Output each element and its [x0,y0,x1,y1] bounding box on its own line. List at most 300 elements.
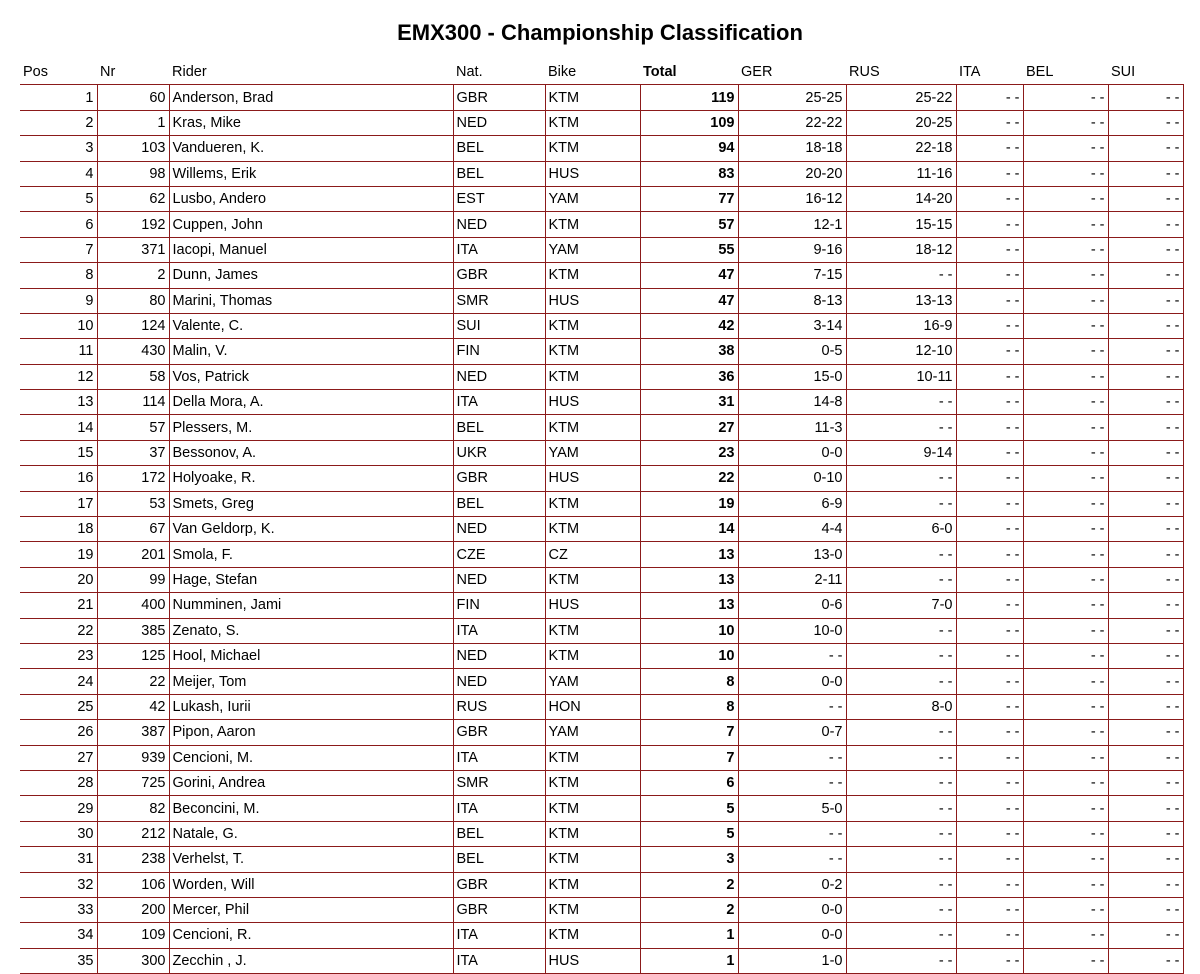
cell-bike: KTM [545,643,640,668]
cell-rider: Valente, C. [169,313,453,338]
cell-rus: - - [846,923,956,948]
cell-rider: Iacopi, Manuel [169,237,453,262]
cell-nr: 82 [97,796,169,821]
cell-ger: - - [738,847,846,872]
cell-bel: - - [1023,821,1108,846]
cell-ita: - - [956,745,1023,770]
cell-pos: 23 [20,643,97,668]
table-row [20,720,1183,745]
cell-sui: - - [1108,415,1183,440]
cell-pos: 12 [20,364,97,389]
table-row [20,770,1183,795]
cell-bike: KTM [545,491,640,516]
column-header-ger: GER [738,57,846,85]
cell-rus: - - [846,770,956,795]
cell-bel: - - [1023,263,1108,288]
cell-bike: KTM [545,618,640,643]
cell-bike: HUS [545,593,640,618]
cell-rider: Verhelst, T. [169,847,453,872]
cell-rider: Cencioni, R. [169,923,453,948]
cell-sui: - - [1108,770,1183,795]
cell-pos: 18 [20,517,97,542]
cell-rus: - - [846,745,956,770]
cell-rus: 15-15 [846,212,956,237]
cell-bike: CZ [545,542,640,567]
cell-ita: - - [956,186,1023,211]
cell-total: 83 [640,161,738,186]
cell-nr: 98 [97,161,169,186]
cell-rider: Anderson, Brad [169,85,453,110]
cell-rus: - - [846,618,956,643]
cell-rider: Lusbo, Andero [169,186,453,211]
cell-bike: KTM [545,263,640,288]
cell-nat: EST [453,186,545,211]
cell-pos: 21 [20,593,97,618]
cell-nr: 80 [97,288,169,313]
cell-total: 109 [640,110,738,135]
cell-sui: - - [1108,339,1183,364]
cell-ita: - - [956,796,1023,821]
cell-sui: - - [1108,872,1183,897]
cell-ger: 14-8 [738,390,846,415]
cell-nr: 2 [97,263,169,288]
cell-bel: - - [1023,161,1108,186]
cell-pos: 31 [20,847,97,872]
cell-rus: 18-12 [846,237,956,262]
table-row [20,288,1183,313]
cell-bel: - - [1023,796,1108,821]
cell-total: 8 [640,694,738,719]
cell-sui: - - [1108,491,1183,516]
cell-nat: NED [453,643,545,668]
cell-bike: KTM [545,313,640,338]
cell-nat: NED [453,669,545,694]
cell-ger: - - [738,821,846,846]
cell-rus: 25-22 [846,85,956,110]
table-row [20,897,1183,922]
table-row [20,643,1183,668]
table-row [20,542,1183,567]
header-row [20,57,1183,85]
cell-sui: - - [1108,593,1183,618]
cell-total: 13 [640,593,738,618]
cell-bike: KTM [545,567,640,592]
cell-nr: 238 [97,847,169,872]
table-row [20,669,1183,694]
table-row [20,161,1183,186]
cell-total: 7 [640,745,738,770]
cell-sui: - - [1108,85,1183,110]
cell-bel: - - [1023,288,1108,313]
cell-nr: 400 [97,593,169,618]
cell-rider: Della Mora, A. [169,390,453,415]
cell-rus: 8-0 [846,694,956,719]
cell-bike: KTM [545,821,640,846]
cell-ger: - - [738,745,846,770]
cell-nr: 22 [97,669,169,694]
cell-rider: Meijer, Tom [169,669,453,694]
cell-bike: YAM [545,720,640,745]
cell-nr: 200 [97,897,169,922]
cell-pos: 16 [20,466,97,491]
page-title: EMX300 - Championship Classification [397,20,803,45]
cell-ita: - - [956,847,1023,872]
cell-ger: 0-10 [738,466,846,491]
cell-ger: 0-0 [738,897,846,922]
cell-bike: KTM [545,110,640,135]
cell-ita: - - [956,161,1023,186]
cell-total: 10 [640,618,738,643]
cell-total: 13 [640,567,738,592]
cell-nr: 201 [97,542,169,567]
cell-rider: Smola, F. [169,542,453,567]
cell-ger: 12-1 [738,212,846,237]
cell-ita: - - [956,415,1023,440]
cell-nr: 385 [97,618,169,643]
cell-total: 42 [640,313,738,338]
cell-total: 6 [640,770,738,795]
cell-bike: HUS [545,948,640,973]
cell-nr: 106 [97,872,169,897]
cell-bike: HUS [545,390,640,415]
cell-nr: 57 [97,415,169,440]
cell-ger: 4-4 [738,517,846,542]
cell-nat: GBR [453,263,545,288]
cell-total: 5 [640,821,738,846]
cell-rus: 10-11 [846,364,956,389]
cell-nr: 58 [97,364,169,389]
table-row [20,110,1183,135]
table-row [20,948,1183,973]
cell-bike: KTM [545,339,640,364]
cell-rus: - - [846,567,956,592]
cell-pos: 15 [20,440,97,465]
cell-bel: - - [1023,415,1108,440]
cell-rider: Malin, V. [169,339,453,364]
cell-sui: - - [1108,237,1183,262]
cell-ita: - - [956,923,1023,948]
cell-bel: - - [1023,466,1108,491]
cell-pos: 19 [20,542,97,567]
cell-rus: 12-10 [846,339,956,364]
cell-ita: - - [956,618,1023,643]
cell-ger: 0-0 [738,440,846,465]
cell-bel: - - [1023,593,1108,618]
cell-bike: KTM [545,212,640,237]
cell-ger: - - [738,643,846,668]
cell-nat: BEL [453,821,545,846]
table-body [20,85,1183,974]
table-row [20,415,1183,440]
cell-pos: 32 [20,872,97,897]
table-row [20,923,1183,948]
cell-ger: 5-0 [738,796,846,821]
cell-pos: 9 [20,288,97,313]
cell-ger: 18-18 [738,136,846,161]
cell-sui: - - [1108,796,1183,821]
cell-nr: 109 [97,923,169,948]
cell-ita: - - [956,694,1023,719]
cell-ita: - - [956,593,1023,618]
cell-bike: KTM [545,745,640,770]
cell-sui: - - [1108,186,1183,211]
cell-total: 14 [640,517,738,542]
cell-bel: - - [1023,643,1108,668]
cell-total: 57 [640,212,738,237]
cell-bel: - - [1023,85,1108,110]
cell-rider: Zenato, S. [169,618,453,643]
cell-ita: - - [956,491,1023,516]
cell-bel: - - [1023,897,1108,922]
cell-ger: 1-0 [738,948,846,973]
cell-rus: - - [846,643,956,668]
cell-rider: Willems, Erik [169,161,453,186]
cell-pos: 13 [20,390,97,415]
cell-total: 47 [640,263,738,288]
cell-nat: UKR [453,440,545,465]
cell-pos: 26 [20,720,97,745]
cell-ita: - - [956,364,1023,389]
cell-sui: - - [1108,288,1183,313]
cell-bel: - - [1023,136,1108,161]
cell-ita: - - [956,263,1023,288]
cell-rider: Dunn, James [169,263,453,288]
cell-bike: KTM [545,415,640,440]
cell-sui: - - [1108,847,1183,872]
cell-sui: - - [1108,212,1183,237]
cell-bel: - - [1023,669,1108,694]
cell-nr: 300 [97,948,169,973]
cell-pos: 10 [20,313,97,338]
cell-sui: - - [1108,313,1183,338]
table-row [20,796,1183,821]
cell-ita: - - [956,643,1023,668]
cell-pos: 27 [20,745,97,770]
table-row [20,517,1183,542]
cell-ger: 13-0 [738,542,846,567]
cell-total: 22 [640,466,738,491]
cell-bike: KTM [545,770,640,795]
cell-ger: 8-13 [738,288,846,313]
table-row [20,745,1183,770]
cell-sui: - - [1108,466,1183,491]
cell-bike: KTM [545,923,640,948]
cell-bike: KTM [545,897,640,922]
cell-rus: - - [846,897,956,922]
cell-bel: - - [1023,440,1108,465]
table-row [20,847,1183,872]
cell-bel: - - [1023,567,1108,592]
table-row [20,237,1183,262]
cell-rider: Natale, G. [169,821,453,846]
cell-rus: - - [846,847,956,872]
cell-nr: 125 [97,643,169,668]
table-row [20,313,1183,338]
cell-pos: 22 [20,618,97,643]
cell-rus: - - [846,796,956,821]
cell-sui: - - [1108,643,1183,668]
cell-ita: - - [956,313,1023,338]
cell-total: 119 [640,85,738,110]
cell-bike: KTM [545,85,640,110]
cell-ger: 25-25 [738,85,846,110]
column-header-ita: ITA [956,57,1023,85]
cell-ger: 9-16 [738,237,846,262]
cell-nr: 1 [97,110,169,135]
table-row [20,567,1183,592]
cell-ger: - - [738,694,846,719]
cell-nat: BEL [453,161,545,186]
cell-sui: - - [1108,390,1183,415]
cell-pos: 34 [20,923,97,948]
cell-rider: Smets, Greg [169,491,453,516]
cell-bel: - - [1023,694,1108,719]
cell-ger: 0-0 [738,923,846,948]
cell-rider: Cuppen, John [169,212,453,237]
table-row [20,85,1183,110]
cell-ger: 0-0 [738,669,846,694]
table-row [20,390,1183,415]
cell-bike: HON [545,694,640,719]
cell-pos: 14 [20,415,97,440]
column-header-pos: Pos [20,57,97,85]
cell-nat: NED [453,212,545,237]
table-row [20,339,1183,364]
cell-nat: RUS [453,694,545,719]
cell-bel: - - [1023,237,1108,262]
cell-total: 27 [640,415,738,440]
cell-rus: - - [846,263,956,288]
cell-rider: Mercer, Phil [169,897,453,922]
cell-ita: - - [956,872,1023,897]
cell-nr: 42 [97,694,169,719]
cell-bel: - - [1023,390,1108,415]
cell-nat: BEL [453,491,545,516]
column-header-bike: Bike [545,57,640,85]
cell-total: 2 [640,897,738,922]
cell-ita: - - [956,897,1023,922]
cell-bike: HUS [545,161,640,186]
cell-ita: - - [956,770,1023,795]
cell-total: 31 [640,390,738,415]
cell-bike: YAM [545,186,640,211]
cell-rus: - - [846,542,956,567]
cell-ita: - - [956,212,1023,237]
classification-table [20,57,1184,974]
cell-nr: 53 [97,491,169,516]
cell-pos: 4 [20,161,97,186]
cell-rider: Numminen, Jami [169,593,453,618]
cell-sui: - - [1108,948,1183,973]
column-header-total: Total [640,57,738,85]
cell-nat: NED [453,364,545,389]
cell-total: 3 [640,847,738,872]
cell-ita: - - [956,567,1023,592]
cell-nr: 172 [97,466,169,491]
cell-nr: 725 [97,770,169,795]
cell-sui: - - [1108,517,1183,542]
cell-bel: - - [1023,618,1108,643]
cell-ita: - - [956,948,1023,973]
table-row [20,466,1183,491]
cell-nat: SMR [453,770,545,795]
cell-total: 5 [640,796,738,821]
cell-pos: 6 [20,212,97,237]
cell-bel: - - [1023,720,1108,745]
cell-nat: ITA [453,618,545,643]
cell-bel: - - [1023,923,1108,948]
cell-rider: Lukash, Iurii [169,694,453,719]
cell-pos: 5 [20,186,97,211]
cell-nat: GBR [453,897,545,922]
cell-pos: 1 [20,85,97,110]
cell-bike: KTM [545,796,640,821]
cell-nat: BEL [453,136,545,161]
cell-nat: NED [453,110,545,135]
cell-bel: - - [1023,745,1108,770]
cell-ita: - - [956,288,1023,313]
cell-rider: Gorini, Andrea [169,770,453,795]
cell-nat: GBR [453,85,545,110]
cell-ita: - - [956,821,1023,846]
cell-nr: 387 [97,720,169,745]
cell-pos: 25 [20,694,97,719]
column-header-rider: Rider [169,57,453,85]
cell-ger: - - [738,770,846,795]
cell-bel: - - [1023,186,1108,211]
cell-pos: 35 [20,948,97,973]
cell-nat: BEL [453,847,545,872]
cell-rus: - - [846,720,956,745]
cell-nat: NED [453,567,545,592]
cell-bike: KTM [545,136,640,161]
cell-rider: Kras, Mike [169,110,453,135]
cell-sui: - - [1108,821,1183,846]
cell-ita: - - [956,440,1023,465]
cell-total: 7 [640,720,738,745]
cell-rider: Cencioni, M. [169,745,453,770]
cell-bike: YAM [545,237,640,262]
cell-bel: - - [1023,948,1108,973]
cell-nat: SMR [453,288,545,313]
table-row [20,263,1183,288]
cell-sui: - - [1108,694,1183,719]
cell-ita: - - [956,237,1023,262]
cell-rus: - - [846,872,956,897]
column-header-bel: BEL [1023,57,1108,85]
column-header-sui: SUI [1108,57,1183,85]
table-row [20,491,1183,516]
cell-pos: 2 [20,110,97,135]
cell-rus: 11-16 [846,161,956,186]
cell-total: 1 [640,948,738,973]
cell-nr: 212 [97,821,169,846]
cell-nat: ITA [453,948,545,973]
cell-nr: 62 [97,186,169,211]
cell-sui: - - [1108,720,1183,745]
table-row [20,618,1183,643]
cell-total: 36 [640,364,738,389]
table-row [20,186,1183,211]
cell-ger: 2-11 [738,567,846,592]
cell-total: 94 [640,136,738,161]
cell-nr: 37 [97,440,169,465]
cell-rider: Vos, Patrick [169,364,453,389]
table-row [20,593,1183,618]
cell-rider: Marini, Thomas [169,288,453,313]
cell-ita: - - [956,339,1023,364]
cell-nr: 99 [97,567,169,592]
